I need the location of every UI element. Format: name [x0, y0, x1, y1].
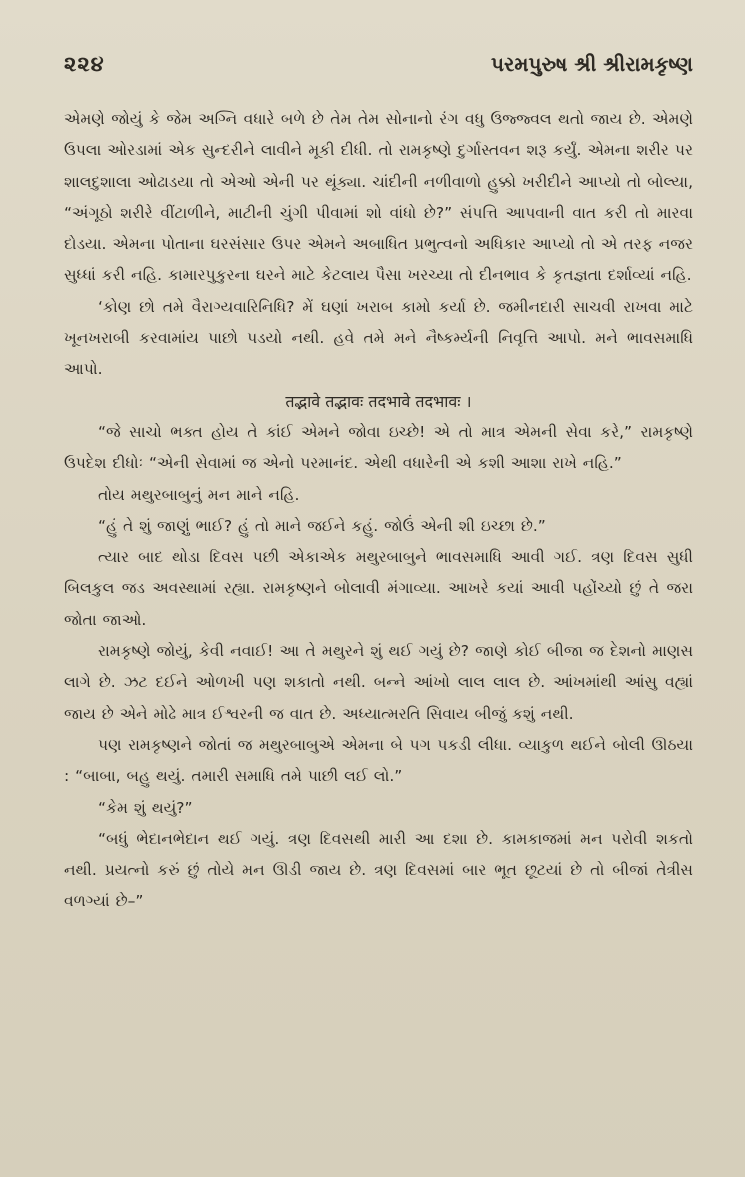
- paragraph-10: “બધું ભેદાનભેદાન થઈ ગયું. ત્રણ દિવસથી મારી આ દશા છે. કામકાજમાં મન પરોવી શકતો નથી. પ્રયત્નો કરું છું તોયે મન ઊડી જાય છે. ત્રણ દિવસમાં બાર ભૂત છૂટયાં છે તો બીજાં તેત્રીસ વળગ્યાં છે–”: [64, 829, 693, 911]
- paragraph-5: “હું તે શું જાણું ભાઈ? હું તો માને જઈને કહું. જોઉં એની શી ઇચ્છા છે.”: [98, 516, 546, 535]
- body-text: [64, 104, 693, 918]
- paragraph-7: રામકૃષ્ણે જોયું, કેવી નવાઈ! આ તે મથુરને શું થઈ ગયું છે? જાણે કોઈ બીજા જ દેશનો માણસ લાગે છે. ઝટ દઈને ઓળખી પણ શકાતો નથી. બન્ને આંખો લાલ લાલ છે. આંખમાંથી આંસુ વહ્યાં જાય છે એને મોઢે માત્ર ઈશ્વરની જ વાત છે. અધ્યાત્મરતિ સિવાય બીજું કશું નથી.: [64, 642, 693, 723]
- paragraph-9: “કેમ શું થયું?”: [98, 798, 193, 817]
- page-header: [64, 52, 693, 94]
- page-number: ૨૨૪: [64, 52, 105, 76]
- paragraph-8: પણ રામકૃષ્ણને જોતાં જ મથુરબાબુએ એમના બે પગ પકડી લીધા. વ્યાકુળ થઈને બોલી ઊઠયા : “બાબા, બહુ થયું. તમારી સમાધિ તમે પાછી લઈ લો.”: [64, 735, 693, 786]
- paragraph-6: ત્યાર બાદ થોડા દિવસ પછી એકાએક મથુરબાબુને ભાવસમાધિ આવી ગઈ. ત્રણ દિવસ સુધી બિલકુલ જડ અવસ્થામાં રહ્યા. રામકૃષ્ણને બોલાવી મંગાવ્યા. આખરે કયાં આવી પહોંચ્યો છું તે જરા જોતા જાઓ.: [64, 548, 693, 629]
- paragraph-1: એમણે જોયું કે જેમ અગ્નિ વધારે બળે છે તેમ તેમ સોનાનો રંગ વધુ ઉજ્જ્વલ થતો જાય છે. એમણે ઉપલા ઓરડામાં એક સુન્દરીને લાવીને મૂકી દીધી. તો રામકૃષ્ણે દુર્ગાસ્તવન શરૂ કર્યું. એમના શરીર પર શાલદુશાલા ઓઢાડયા તો એઓ એની પર થૂંક્યા. ચાંદીની નળીવાળો હુક્કો ખરીદીને આપ્યો તો બોલ્યા, “અંગૂઠો શરીરે વીંટાળીને, માટીની ચુંગી પીવામાં શો વાંધો છે?” સંપત્તિ આપવાની વાત કરી તો મારવા દોડયા. એમના પોતાના ઘરસંસાર ઉપર એમને અબાધિત પ્રભુત્વનો અધિકાર આપ્યો તો એ તરફ નજર સુધ્ધાં કરી નહિ. કામારપુકુરના ઘરને માટે કેટલાય પૈસા ખરચ્યા તો દીનભાવ કે કૃતજ્ઞતા દર્શાવ્યાં નહિ.: [64, 110, 693, 285]
- paragraph-4: તોય મથુરબાબુનું મન માને નહિ.: [98, 485, 300, 504]
- running-title: પરમપુરુષ શ્રી શ્રીરામકૃષ્ણ: [491, 52, 693, 76]
- paragraph-2: ‘કોણ છો તમે વૈરાગ્યવારિનિધિ? મેં ઘણાં ખરાબ કામો કર્યા છે. જમીનદારી સાચવી રાખવા માટે ખૂનખરાબી કરવામાંય પાછો પડયો નથી. હવે તમે મને નૈષ્કર્મ્યની નિવૃત્તિ આપો. મને ભાવસમાધિ આપો.: [64, 297, 693, 379]
- paragraph-3: “જે સાચો ભક્ત હોય તે કાંઈ એમને જોવા ઇચ્છે! એ તો માત્ર એમની સેવા કરે,” રામકૃષ્ણે ઉપદેશ દીધોઃ “એની સેવામાં જ એનો પરમાનંદ. એથી વધારેની એ કશી આશા રાખે નહિ.”: [64, 422, 693, 473]
- sanskrit-verse: तद्भावे तद्भावः तदभावे तदभावः ।: [285, 391, 472, 411]
